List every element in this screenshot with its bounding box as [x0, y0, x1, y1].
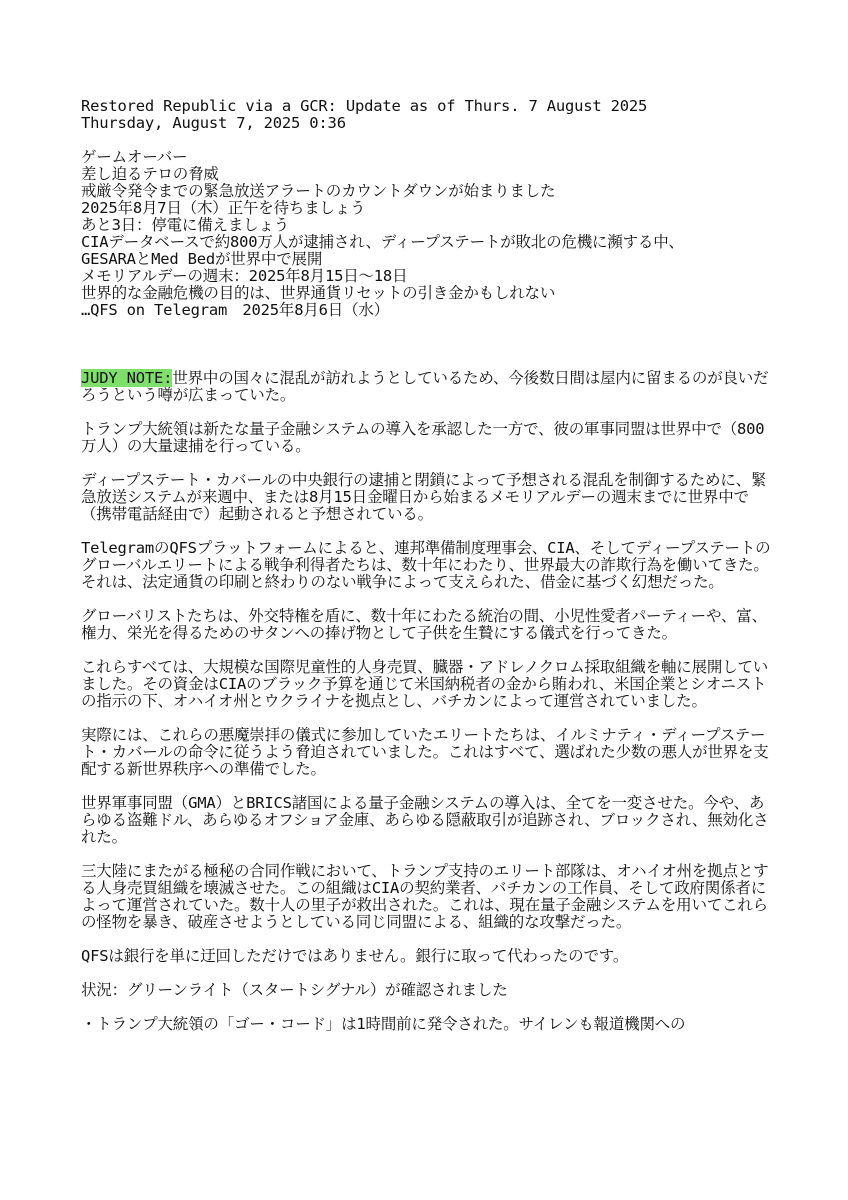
summary-line: GESARAとMed Bedが世界中で展開 [81, 250, 323, 268]
bullet-line: ・トランプ大統領の「ゴー・コード」は1時間前に発令された。サイレンも報道機関への [81, 1015, 686, 1033]
summary-line: メモリアルデーの週末：2025年8月15日〜18日 [81, 267, 408, 285]
body-paragraph: 世界軍事同盟（GMA）とBRICS諸国による量子金融システムの導入は、全てを一変させた。今や、あらゆる盗難ドル、あらゆるオフショア金庫、あらゆる隠蔽取引が追跡され、ブロックされ、無効化された。 [81, 794, 769, 846]
status-line: 状況：グリーンライト（スタートシグナル）が確認されました [81, 981, 508, 999]
body-paragraph: トランプ大統領は新たな量子金融システムの導入を承認した一方で、彼の軍事同盟は世界中で（800万人）の大量逮捕を行っている。 [81, 420, 765, 455]
summary-line: ゲームオーバー [81, 148, 188, 166]
summary-block [81, 149, 771, 319]
summary-line: 差し迫るテロの脅威 [81, 165, 219, 183]
body-paragraph: これらすべては、大規模な国際児童性的人身売買、臓器・アドレノクロム採取組織を軸に展開していました。その資金はCIAのブラック予算を通じて米国納税者の金から賄われ、米国企業とシオニストの指示の下、オハイオ州とウクライナを拠点とし、バチカンによって運営されていました。 [81, 658, 769, 710]
header-date-line: Thursday, August 7, 2025 0:36 [81, 114, 346, 132]
body-paragraph: QFSは銀行を単に迂回しただけではありません。銀行に取って代わったのです。 [81, 947, 629, 965]
body-paragraph: 三大陸にまたがる極秘の合同作戦において、トランプ支持のエリート部隊は、オハイオ州を拠点とする人身売買組織を壊滅させた。この組織はCIAの契約業者、バチカンの工作員、そして政府関係者によって運営されていた。数十人の里子が救出された。これは、現在量子金融システムを用いてこれらの怪物を暴き、破産させようとしている同じ同盟による、組織的な攻撃だった。 [81, 862, 769, 931]
summary-line: あと3日：停電に備えましょう [81, 216, 290, 234]
summary-line: CIAデータベースで約800万人が逮捕され、ディープステートが敗北の危機に瀕する中、 [81, 233, 684, 251]
body-paragraph: 実際には、これらの悪魔崇拝の儀式に参加していたエリートたちは、イルミナティ・ディープステート・カバールの命令に従うよう脅迫されていました。これはすべて、選ばれた少数の悪人が世界を支配する新世界秩序への準備でした。 [81, 726, 769, 778]
summary-line: 2025年8月7日（木）正午を待ちましょう [81, 199, 366, 217]
document-header [81, 98, 771, 132]
summary-line: …QFS on Telegram 2025年8月6日（水） [81, 301, 389, 319]
header-title-line: Restored Republic via a GCR: Update as of Thurs. 7 August 2025 [81, 97, 648, 115]
section-spacer [81, 336, 771, 370]
body-paragraph: グローバリストたちは、外交特権を盾に、数十年にわたる統治の間、小児性愛者パーティーや、富、権力、栄光を得るためのサタンへの捧げ物として子供を生贄にする儀式を行ってきた。 [81, 607, 767, 642]
body-paragraph: TelegramのQFSプラットフォームによると、連邦準備制度理事会、CIA、そしてディープステートのグローバルエリートによる戦争利得者たちは、数十年にわたり、世界最大の詐欺行為を働いてきた。それは、法定通貨の印刷と終わりのない戦争によって支えられた、借金に基づく幻想だった。 [81, 539, 771, 591]
judy-note-text: 世界中の国々に混乱が訪れようとしているため、今後数日間は屋内に留まるのが良いだろうという噂が広まっていた。 [81, 369, 769, 404]
summary-line: 戒厳令発令までの緊急放送アラートのカウントダウンが始まりました [81, 182, 556, 200]
body-paragraph: ディープステート・カバールの中央銀行の逮捕と閉鎖によって予想される混乱を制御するために、緊急放送システムが来週中、または8月15日金曜日から始まるメモリアルデーの週末までに世界中で（携帯電話経由で）起動されると予想されている。 [81, 471, 767, 523]
judy-note-label: JUDY NOTE: [81, 369, 173, 387]
summary-line: 世界的な金融危機の目的は、世界通貨リセットの引き金かもしれない [81, 284, 556, 302]
document-page [81, 98, 771, 1050]
judy-note-paragraph [81, 370, 771, 404]
